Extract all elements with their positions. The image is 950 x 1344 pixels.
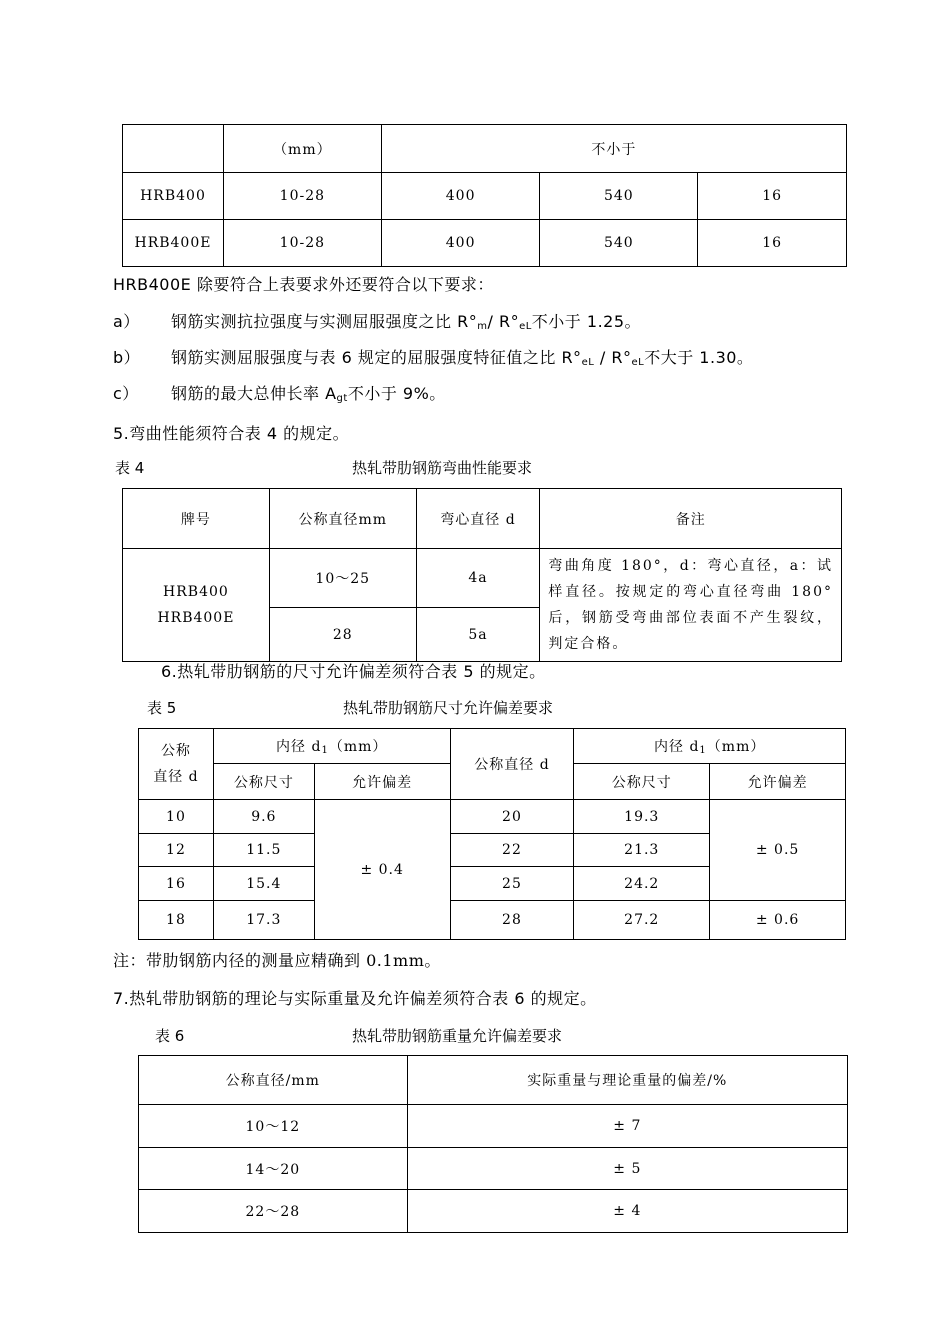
table-cell: 24.2 xyxy=(574,867,710,901)
header-cell: 实际重量与理论重量的偏差/% xyxy=(407,1056,847,1105)
table-cell: 21.3 xyxy=(574,834,710,867)
table4-label: 表 4 xyxy=(115,459,145,477)
header-cell: 备注 xyxy=(540,489,842,549)
header-cell: 允许偏差 xyxy=(710,764,846,800)
table-cell: ± 5 xyxy=(407,1148,847,1190)
table-cell: 15.4 xyxy=(213,867,314,901)
table-cell: 25 xyxy=(450,867,574,901)
requirement-b xyxy=(113,345,754,368)
table-cell: 27.2 xyxy=(574,901,710,940)
header-text: （mm） xyxy=(706,739,766,755)
table-cell: 400 xyxy=(381,173,540,220)
table-cell: 540 xyxy=(540,220,698,267)
table6-label: 表 6 xyxy=(155,1027,185,1045)
table-cell: 12 xyxy=(139,834,214,867)
subscript: eL xyxy=(631,357,645,368)
table-cell: ± 7 xyxy=(407,1105,847,1148)
table-cell: 28 xyxy=(269,608,416,662)
table6-title: 热轧带肋钢筋重量允许偏差要求 xyxy=(352,1027,563,1045)
table-cell: 19.3 xyxy=(574,800,710,834)
table-cell: 10～12 xyxy=(139,1105,408,1148)
subscript: m xyxy=(477,321,488,332)
table-cell: 22～28 xyxy=(139,1190,408,1233)
header-text: 内径 d xyxy=(276,739,322,755)
item-text: / R° xyxy=(487,312,520,331)
item-text: 钢筋实测屈服强度与表 6 规定的屈服强度特征值之比 R° xyxy=(171,348,582,367)
table-cell: 16 xyxy=(139,867,214,901)
table-cell: 20 xyxy=(450,800,574,834)
header-cell: （mm） xyxy=(223,125,381,173)
table-cell: 540 xyxy=(540,173,698,220)
header-cell xyxy=(139,729,214,800)
tolerance-cell: ± 0.5 xyxy=(710,800,846,901)
table-cell: 11.5 xyxy=(213,834,314,867)
item-label: b） xyxy=(113,348,141,367)
table-cell: 14～20 xyxy=(139,1148,408,1190)
requirement-a xyxy=(113,309,642,332)
subscript: gt xyxy=(336,393,348,404)
table-cell: HRB400 xyxy=(123,173,224,220)
header-cell xyxy=(123,125,224,173)
header-text: 直径 d xyxy=(153,769,199,785)
tolerance-cell: ± 0.6 xyxy=(710,901,846,940)
table-cell: 16 xyxy=(698,173,847,220)
header-text: （mm） xyxy=(328,739,388,755)
item-text: 不小于 1.25。 xyxy=(531,312,642,331)
header-cell: 弯心直径 d xyxy=(416,489,540,549)
header-cell: 公称直径mm xyxy=(269,489,416,549)
item-text: / R° xyxy=(594,348,632,367)
table-cell: 10-28 xyxy=(223,220,381,267)
table-cell: 22 xyxy=(450,834,574,867)
table-cell: 18 xyxy=(139,901,214,940)
weight-table xyxy=(138,1055,848,1233)
table-cell: 17.3 xyxy=(213,901,314,940)
table-cell: HRB400E xyxy=(123,220,224,267)
section-7: 7.热轧带肋钢筋的理论与实际重量及允许偏差须符合表 6 的规定。 xyxy=(113,989,597,1008)
intro-paragraph: HRB400E 除要符合上表要求外还要符合以下要求： xyxy=(113,275,494,294)
header-cell: 公称直径/mm xyxy=(139,1056,408,1105)
item-text: 钢筋实测抗拉强度与实测屈服强度之比 R° xyxy=(171,312,478,331)
table-cell: 10～25 xyxy=(269,549,416,608)
tolerance-table xyxy=(138,728,846,940)
header-cell: 公称直径 d xyxy=(450,729,574,800)
header-cell: 牌号 xyxy=(123,489,270,549)
remark-cell: 弯曲角度 180°，d：弯心直径，a：试样直径。按规定的弯心直径弯曲 180°后，钢筋受弯曲部位表面不产生裂纹，判定合格。 xyxy=(540,549,842,662)
table-cell: 9.6 xyxy=(213,800,314,834)
subscript: eL xyxy=(519,321,532,332)
tolerance-cell: ± 0.4 xyxy=(314,800,450,940)
grade-label: HRB400 xyxy=(163,584,229,600)
header-text: 公称 xyxy=(160,743,191,759)
item-label: c） xyxy=(113,384,139,403)
table-cell: 16 xyxy=(698,220,847,267)
header-cell xyxy=(574,729,846,764)
header-cell: 允许偏差 xyxy=(314,764,450,800)
table-cell: 10 xyxy=(139,800,214,834)
table5-title: 热轧带肋钢筋尺寸允许偏差要求 xyxy=(343,699,554,717)
tensile-table xyxy=(122,124,847,267)
table-cell: ± 4 xyxy=(407,1190,847,1233)
table5-note: 注：带肋钢筋内径的测量应精确到 0.1mm。 xyxy=(113,951,441,970)
table-cell: 10-28 xyxy=(223,173,381,220)
table-cell: 28 xyxy=(450,901,574,940)
subscript: 1 xyxy=(321,745,329,756)
header-cell: 公称尺寸 xyxy=(574,764,710,800)
table-cell: 5a xyxy=(416,608,540,662)
item-label: a） xyxy=(113,312,140,331)
header-cell: 不小于 xyxy=(381,125,846,173)
subscript: eL xyxy=(581,357,595,368)
header-cell xyxy=(213,729,450,764)
table-cell: 4a xyxy=(416,549,540,608)
section-6: 6.热轧带肋钢筋的尺寸允许偏差须符合表 5 的规定。 xyxy=(161,662,546,681)
table5-label: 表 5 xyxy=(147,699,177,717)
header-text: 内径 d xyxy=(654,739,700,755)
item-text: 不大于 1.30。 xyxy=(644,348,754,367)
requirement-c xyxy=(113,381,446,404)
item-text: 钢筋的最大总伸长率 A xyxy=(171,384,337,403)
table4-title: 热轧带肋钢筋弯曲性能要求 xyxy=(352,459,533,477)
grade-label: HRB400E xyxy=(157,610,235,626)
section-5: 5.弯曲性能须符合表 4 的规定。 xyxy=(113,424,350,443)
header-cell: 公称尺寸 xyxy=(213,764,314,800)
subscript: 1 xyxy=(699,745,707,756)
item-text: 不小于 9%。 xyxy=(347,384,446,403)
table-cell: 400 xyxy=(381,220,540,267)
grade-cell xyxy=(123,549,270,662)
bending-table xyxy=(122,488,842,662)
